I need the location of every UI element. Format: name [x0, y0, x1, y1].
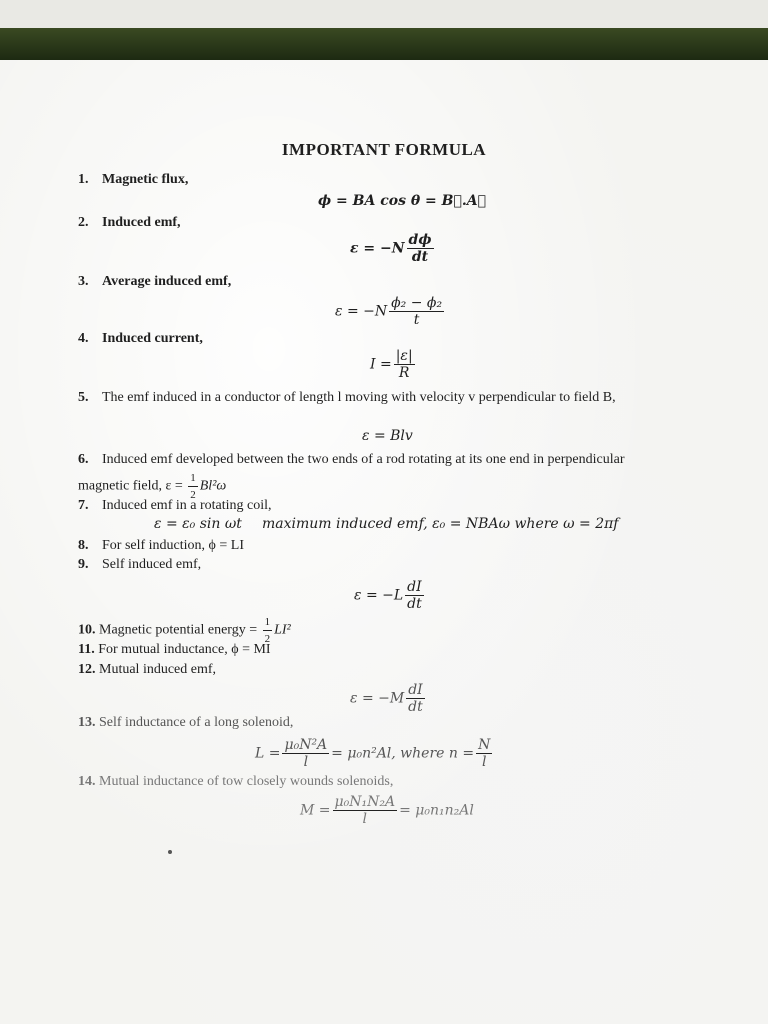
formula-item-6: 6. Induced emf developed between the two ends of a rod rotating at its one end in perpendicular magnetic field, ε = $\frac{1}{2}$ Bl²ω: [78, 452, 625, 501]
page-title: IMPORTANT FORMULA: [281, 140, 487, 159]
formula-1-equation: ϕ = BA cos θ = B⃗.A⃗: [318, 193, 487, 209]
formula-item-7: 7. Induced emf in a rotating coil,: [78, 498, 272, 513]
formula-12-equation: ε = −M $\frac{dI}{dt}$: [350, 682, 423, 715]
formula-item-8: 8. For self induction, ϕ = LI: [78, 538, 245, 553]
formula-item-4: 4. Induced current,: [78, 331, 203, 346]
formula-2-equation: ε = −N $\frac{d\phi}{dt}$: [350, 232, 432, 265]
formula-item-9: 9. Self induced emf,: [78, 557, 202, 572]
formula-3-equation: ε = −N $\frac{\text{ϕ₂ − ϕ₂}}{t}$: [335, 295, 443, 328]
formula-9-equation: ε = −L $\frac{dI}{dt}$: [354, 579, 422, 612]
formula-14-equation: M = $\frac{\text{μ₀N₁N₂A}}{l}$ = μ₀n₁n₂Al: [300, 794, 474, 827]
formula-item-13: 13. Self inductance of a long solenoid,: [78, 715, 294, 730]
formula-4-equation: I = $\frac{|\varepsilon|}{R}$: [370, 348, 413, 381]
formula-item-14: 14. Mutual inductance of tow closely wounds solenoids,: [78, 774, 394, 789]
formula-7-max-emf: maximum induced emf, ε₀ = NBAω where ω = 2πf: [262, 516, 619, 532]
speck-mark: [168, 850, 172, 854]
formula-item-10: 10. Magnetic potential energy = $\frac{1}{2}$ LI²: [78, 616, 291, 645]
formula-13-equation: L = $\frac{\text{μ₀N²A}}{l}$ = μ₀n²Al, where n = $\frac{N}{l}$: [255, 737, 491, 770]
top-border-bar: [0, 28, 768, 60]
formula-item-12: 12. Mutual induced emf,: [78, 662, 217, 677]
formula-item-11: 11. For mutual inductance, ϕ = MI: [78, 642, 271, 657]
formula-7-equation: ε = ε₀ sin ωt: [154, 516, 242, 532]
formula-item-5: 5. The emf induced in a conductor of length l moving with velocity v perpendicular to field B,: [78, 390, 616, 405]
formula-item-3: 3. Average induced emf,: [78, 274, 232, 289]
formula-item-2: 2. Induced emf,: [78, 215, 181, 230]
formula-item-1: 1. Magnetic flux,: [78, 172, 189, 187]
formula-5-equation: ε = Blv: [362, 428, 413, 444]
